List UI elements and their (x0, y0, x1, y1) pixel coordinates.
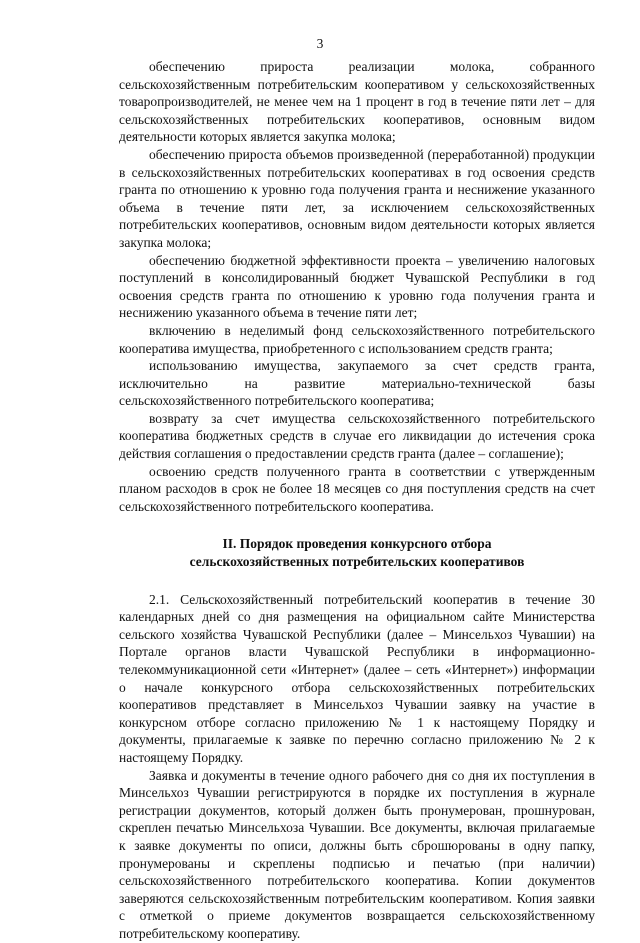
obligation-paragraph: включению в неделимый фонд сельскохозяйственного потребительского кооператива имущества, приобретенного с использованием средств гранта; (119, 322, 595, 356)
page-number: 3 (316, 36, 324, 51)
obligation-paragraph: обеспечению прироста объемов произведенной (переработанной) продукции в сельскохозяйственных потребительских кооперативах в год освоения средств гранта по отношению к уровню года получения гранта и неснижение указанного объема в течение пяти лет, за исключением сельскохозяйственных потребительских кооперативов, основным видом деятельности которых является закупка молока; (119, 146, 595, 250)
obligation-paragraph: возврату за счет имущества сельскохозяйственного потребительского кооператива бюджетных средств в случае его ликвидации до истечения срока действия соглашения о предоставлении средств гранта (далее – соглашение); (119, 410, 595, 462)
document-body (119, 58, 595, 943)
obligation-paragraph: освоению средств полученного гранта в соответствии с утвержденным планом расходов в срок не более 18 месяцев со дня поступления средств на счет сельскохозяйственного потребительского кооператива. (119, 463, 595, 514)
obligation-paragraph: обеспечению прироста реализации молока, собранного сельскохозяйственным потребительским кооперативом у сельскохозяйственных товаропроизводителей, не менее чем на 1 процент в год в течение пяти лет – для сельскохозяйственных потребительских кооперативов, основным видом деятельности которых является закупка молока; (119, 59, 595, 145)
obligation-paragraph: обеспечению бюджетной эффективности проекта – увеличению налоговых поступлений в консолидированный бюджет Чувашской Республики в год освоения средств гранта по отношению к уровню года получения гранта и неснижению указанного объема в течение пяти лет; (119, 252, 595, 321)
section-paragraph: Заявка и документы в течение одного рабочего дня со дня их поступления в Минсельхоз Чувашии регистрируются в порядке их поступления в журнале регистрации документов, который должен быть пронумерован, прошнурован, скреплен печатью Минсельхоза Чувашии. Все документы, включая прилагаемые к заявке документы по описи, должны быть сброшюрованы в одну папку, пронумерованы и скреплены подписью и печатью (при наличии) сельскохозяйственного потребительского кооператива. Копии документов заверяются сельскохозяйственным потребительским кооперативом. Копия заявки с отметкой о приеме документов возвращается сельскохозяйственному потребительскому кооперативу. (119, 767, 595, 941)
section-heading (119, 535, 595, 570)
obligation-paragraph: использованию имущества, закупаемого за счет средств гранта, исключительно на развитие материально-технической базы сельскохозяйственного потребительского кооператива; (119, 358, 595, 409)
section-heading-line: II. Порядок проведения конкурсного отбора (222, 536, 492, 552)
section-paragraph: 2.1. Сельскохозяйственный потребительский кооператив в течение 30 календарных дней со дня размещения на официальном сайте Министерства сельского хозяйства Чувашской Республики (далее – Минсельхоз Чувашии) на Портале органов власти Чувашской Республики в информационно-телекоммуникационной сети «Интернет» (далее – сеть «Интернет») информации о начале конкурсного отбора сельскохозяйственных потребительских кооперативов представляет в Минсельхоз Чувашии заявку на участие в конкурсном отборе согласно приложению № 1 к настоящему Порядку и документы, прилагаемые к заявке по перечню согласно приложению № 2 к настоящему Порядку. (119, 591, 595, 765)
section-heading-line: сельскохозяйственных потребительских кооперативов (189, 554, 525, 570)
